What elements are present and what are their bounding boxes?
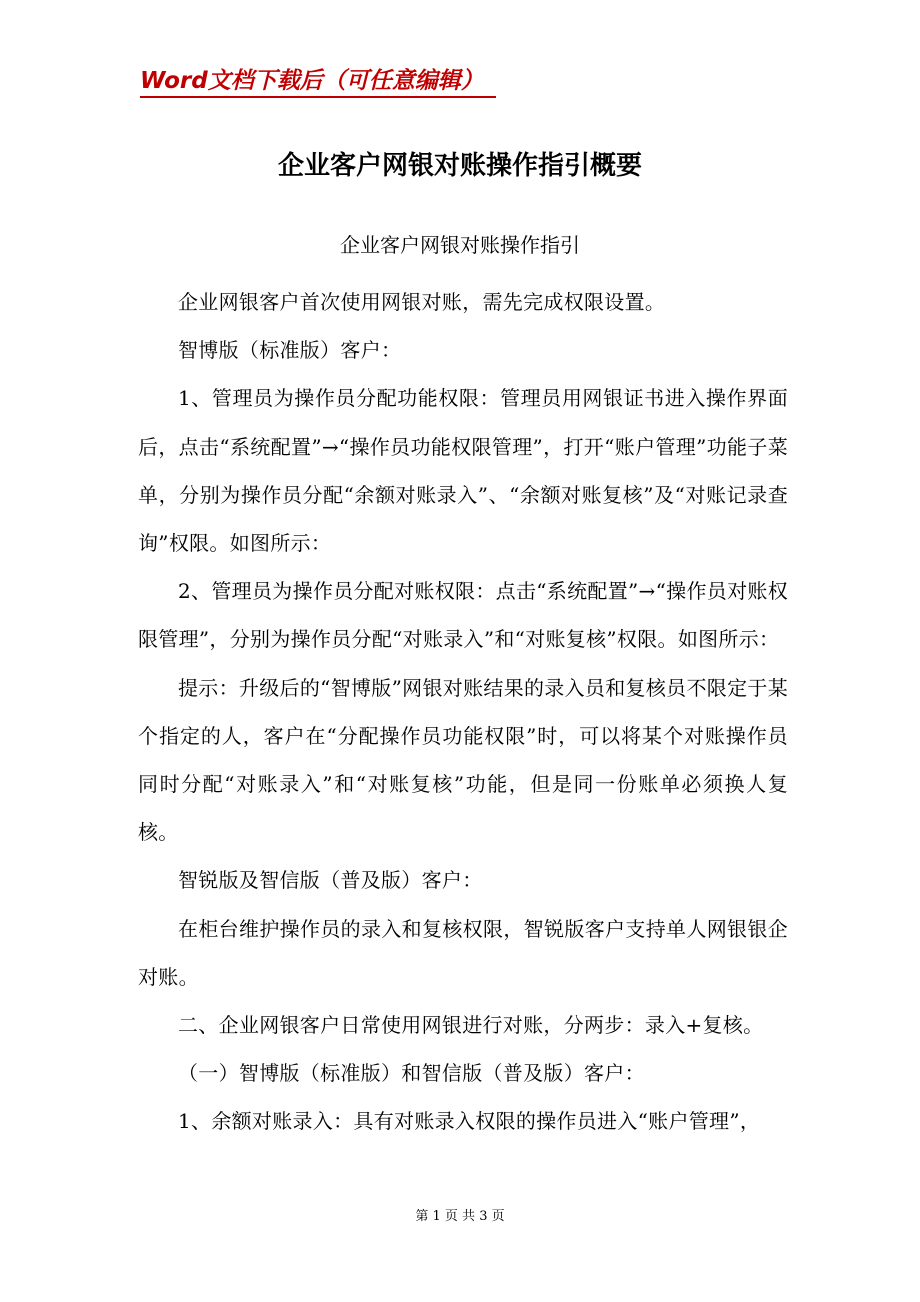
paragraph: 1、余额对账录入：具有对账录入权限的操作员进入“账户管理”， (178, 1109, 761, 1134)
page-footer: 第 1 页 共 3 页 (415, 1209, 505, 1224)
paragraph: （一）智博版（标准版）和智信版（普及版）客户： (178, 1061, 645, 1086)
paragraph: 2、管理员为操作员分配对账权限：点击“系统配置”→“操作员对账权限管理”，分别为操作员分配“对账录入”和“对账复核”权限。如图所示： (138, 579, 788, 652)
paragraph: 智博版（标准版）客户： (178, 338, 402, 363)
document-body (138, 278, 788, 1146)
watermark-header: Word文档下载后（可任意编辑） (140, 68, 484, 94)
watermark-underline (140, 96, 496, 98)
paragraph: 在柜台维护操作员的录入和复核权限，智锐版客户支持单人网银银企对账。 (138, 916, 788, 989)
document-subtitle: 企业客户网银对账操作指引 (340, 233, 580, 257)
paragraph: 企业网银客户首次使用网银对账，需先完成权限设置。 (178, 290, 666, 314)
paragraph: 1、管理员为操作员分配功能权限：管理员用网银证书进入操作界面后，点击“系统配置”→“操作员功能权限管理”，打开“账户管理”功能子菜单，分别为操作员分配“余额对账录入”、“余额对账复核”及“对账记录查询”权限。如图所示： (138, 386, 788, 556)
paragraph: 提示：升级后的“智博版”网银对账结果的录入员和复核员不限定于某个指定的人，客户在“分配操作员功能权限”时，可以将某个对账操作员同时分配“对账录入”和“对账复核”功能，但是同一份账单必须换人复核。 (138, 675, 788, 845)
paragraph: 二、企业网银客户日常使用网银进行对账，分两步：录入+复核。 (178, 1013, 764, 1038)
document-title: 企业客户网银对账操作指引概要 (277, 151, 642, 181)
paragraph: 智锐版及智信版（普及版）客户： (178, 868, 483, 893)
